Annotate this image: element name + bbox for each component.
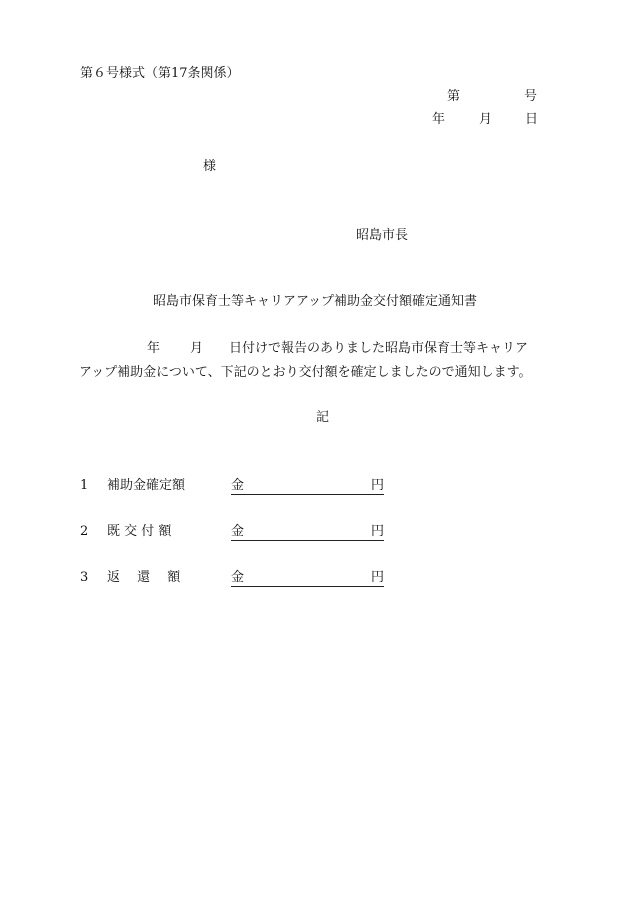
date-day-label: 日 [525,112,539,127]
currency-prefix: 金 [231,478,245,493]
item-label: 返 還 額 [107,570,181,585]
body-month-label: 月 [190,341,204,356]
amount-field-3 [231,571,384,587]
issuer-name: 昭島市長 [356,228,409,243]
date-year-label: 年 [432,112,446,127]
amount-field-2 [231,525,384,541]
form-number: 第６号様式（第17条関係） [80,66,240,81]
body-year-label: 年 [147,341,161,356]
recipient-honorific: 様 [203,159,217,174]
item-label: 既 交 付 額 [107,524,172,539]
body-line-1-text: 日付けで報告のありました昭島市保育士等キャリア [229,341,529,356]
currency-unit: 円 [370,570,384,585]
item-number: 3 [80,570,89,585]
currency-prefix: 金 [231,570,245,585]
body-line-2: アップ補助金について、下記のとおり交付額を確定しましたので通知します。 [79,365,532,380]
item-label: 補助金確定額 [107,478,186,493]
date-month-label: 月 [479,112,493,127]
currency-unit: 円 [370,524,384,539]
document-title: 昭島市保育士等キャリアアップ補助金交付額確定通知書 [152,294,478,309]
item-number: 2 [80,524,89,539]
doc-number-prefix: 第 [447,89,461,104]
currency-unit: 円 [370,478,384,493]
doc-number-suffix: 号 [524,89,538,104]
item-row-1 [80,479,185,492]
amount-field-1 [231,479,384,495]
body-line-1 [147,342,528,355]
item-row-3 [80,571,180,584]
ki-heading: 記 [316,410,330,425]
item-number: 1 [80,478,89,493]
currency-prefix: 金 [231,524,245,539]
item-row-2 [80,525,171,538]
